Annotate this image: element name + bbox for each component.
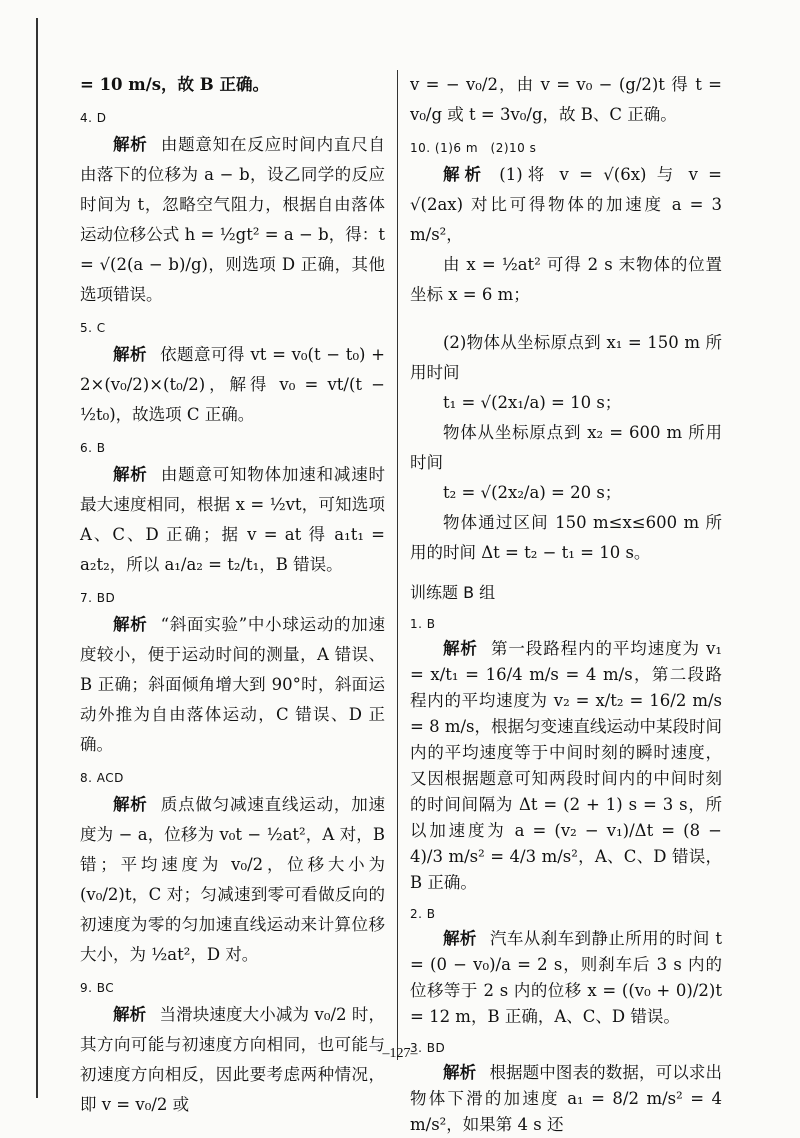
explanation-5 bbox=[80, 340, 385, 430]
answer-6: 6. B bbox=[80, 441, 106, 455]
equation-t1: t₁ = √(2x₁/a) = 10 s； bbox=[443, 393, 622, 412]
answer-b2: 2. B bbox=[410, 907, 436, 921]
page-number: –127– bbox=[382, 1046, 418, 1061]
answer-b3: 3. BD bbox=[410, 1041, 446, 1055]
explanation-b2 bbox=[410, 926, 722, 1030]
explanation-10-part2: 由 x = ½at² 可得 2 s 末物体的位置坐标 x = 6 m； bbox=[410, 255, 722, 304]
explanation-text: 由题意知在反应时间内直尺自由落下的位移为 a − b，设乙同学的反应时间为 t，忽略空气阻力，根据自由落体运动位移公式 h = ½gt² = a − b，得：t = √(2(a − b)/g)，则选项 D 正确，其他选项错误。 bbox=[80, 135, 386, 304]
explanation-10-part4: 物体从坐标原点到 x₂ = 600 m 所用时间 bbox=[410, 423, 722, 472]
explanation-label: 解析 bbox=[113, 615, 148, 634]
explanation-text: 根据题中图表的数据，可以求出物体下滑的加速度 a₁ = 8/2 m/s² = 4 m/s²，如果第 4 s 还 bbox=[410, 1063, 723, 1134]
explanation-label: 解析 bbox=[113, 345, 147, 364]
explanation-10-part5: 物体通过区间 150 m≤x≤600 m 所用的时间 Δt = t₂ − t₁ = 10 s。 bbox=[410, 513, 722, 562]
explanation-label: 解析 bbox=[113, 1005, 147, 1024]
explanation-label: 解析 bbox=[113, 135, 148, 154]
carry-over-line: = 10 m/s，故 B 正确。 bbox=[80, 75, 269, 94]
explanation-6 bbox=[80, 460, 385, 580]
explanation-label: 解析 bbox=[443, 929, 477, 948]
explanation-text: (1)将 v = √(6x) 与 v = √(2ax) 对比可得物体的加速度 a = 3 m/s²， bbox=[410, 165, 723, 244]
page-left-rule bbox=[36, 18, 38, 1098]
explanation-text: “斜面实验”中小球运动的加速度较小，便于运动时间的测量，A 错误、B 正确；斜面倾角增大到 90°时，斜面运动外推为自由落体运动，C 错误、D 正确。 bbox=[80, 615, 386, 754]
answer-b1: 1. B bbox=[410, 617, 436, 631]
carry-over-9: v = − v₀/2，由 v = v₀ − (g/2)t 得 t = v₀/g 或 t = 3v₀/g，故 B、C 正确。 bbox=[410, 75, 722, 124]
column-divider bbox=[397, 70, 398, 1060]
equation-t2: t₂ = √(2x₂/a) = 20 s； bbox=[443, 483, 622, 502]
explanation-4 bbox=[80, 130, 385, 310]
explanation-8 bbox=[80, 790, 385, 970]
explanation-text: 由题意可知物体加速和减速时最大速度相同，根据 x = ½vt，可知选项 A、C、D 正确；据 v = at 得 a₁t₁ = a₂t₂，所以 a₁/a₂ = t₂/t₁，B 错误。 bbox=[80, 465, 386, 574]
explanation-text: 依题意可得 vt = v₀(t − t₀) + 2×(v₀/2)×(t₀/2)，解得 v₀ = vt/(t − ½t₀)，故选项 C 正确。 bbox=[80, 345, 386, 424]
spacer bbox=[410, 310, 722, 328]
answer-4: 4. D bbox=[80, 111, 107, 125]
explanation-label: 解析 bbox=[443, 165, 487, 184]
explanation-label: 解析 bbox=[443, 1063, 477, 1082]
right-column bbox=[410, 70, 723, 1134]
explanation-text: 第一段路程内的平均速度为 v₁ = x/t₁ = 16/4 m/s = 4 m/s，第二段路程内的平均速度为 v₂ = x/t₂ = 16/2 m/s = 8 m/s，根据匀变速直线运动中某段时间内的平均速度等于中间时刻的瞬时速度，又因根据题意可知两段时间内的中间时刻的时间间隔为 Δt = (2 + 1) s = 3 s，所以加速度为 a = (v₂ − v₁)/Δt = (8 − 4)/3 m/s² = 4/3 m/s²，A、C、D 错误，B 正确。 bbox=[410, 639, 723, 892]
explanation-text: 质点做匀减速直线运动，加速度为 − a，位移为 v₀t − ½at²，A 对，B 错；平均速度为 v₀/2，位移大小为 (v₀/2)t，C 对；匀减速到零可看做反向的初速度为零的匀加速直线运动来计算位移大小，为 ½at²，D 对。 bbox=[80, 795, 386, 964]
explanation-text: 汽车从刹车到静止所用的时间 t = (0 − v₀)/a = 2 s，则刹车后 3 s 内的位移等于 2 s 内的位移 x = ((v₀ + 0)/2)t = 12 m，B 正确，A、C、D 错误。 bbox=[410, 929, 722, 1026]
answer-9: 9. BC bbox=[80, 981, 115, 995]
answer-7: 7. BD bbox=[80, 591, 116, 605]
section-heading-b: 训练题 B 组 bbox=[410, 583, 496, 602]
answer-5: 5. C bbox=[80, 321, 106, 335]
left-column bbox=[80, 70, 386, 1114]
answer-8: 8. ACD bbox=[80, 771, 124, 785]
explanation-10-part1 bbox=[410, 160, 722, 250]
explanation-label: 解析 bbox=[443, 639, 478, 658]
explanation-10-part3: (2)物体从坐标原点到 x₁ = 150 m 所用时间 bbox=[410, 333, 722, 382]
explanation-7 bbox=[80, 610, 385, 760]
explanation-b1 bbox=[410, 636, 722, 896]
explanation-label: 解析 bbox=[113, 465, 148, 484]
explanation-text: 当滑块速度大小减为 v₀/2 时，其方向可能与初速度方向相同，也可能与初速度方向相反，因此要考虑两种情况，即 v = v₀/2 或 bbox=[80, 1005, 386, 1114]
explanation-label: 解析 bbox=[113, 795, 148, 814]
explanation-b3 bbox=[410, 1060, 722, 1138]
answer-10: 10. (1)6 m (2)10 s bbox=[410, 141, 537, 155]
